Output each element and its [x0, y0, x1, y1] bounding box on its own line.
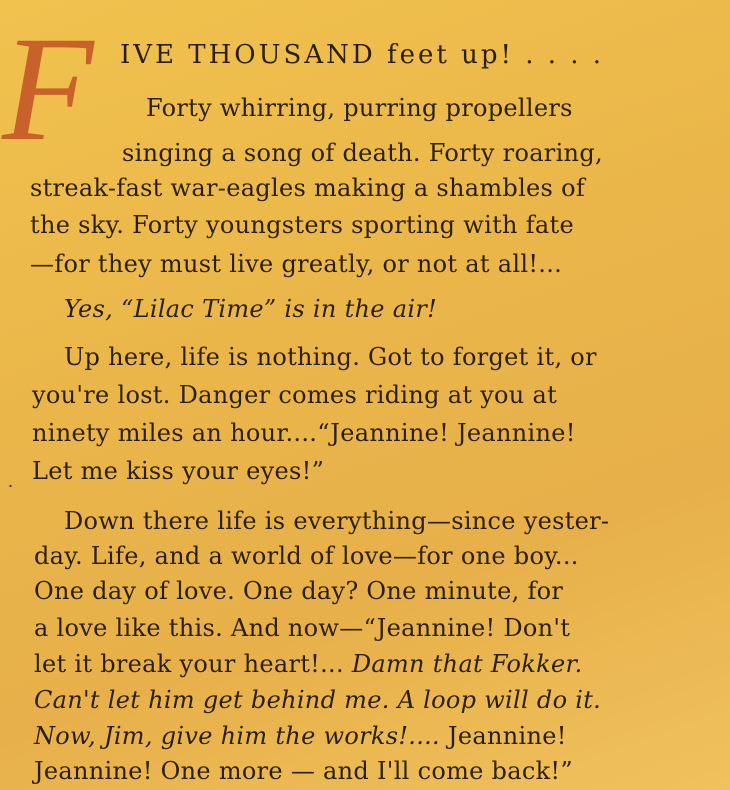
paragraph-4-line-7-roman: Jeannine! — [447, 722, 567, 750]
paragraph-2: Yes, “Lilac Time” is in the air! — [64, 295, 438, 323]
paragraph-4-line-7 — [34, 722, 567, 750]
paragraph-3-line-3: ninety miles an hour....“Jeannine! Jeannine! — [32, 419, 576, 447]
drop-cap: F — [2, 6, 94, 172]
paragraph-4-line-4: a love like this. And now—“Jeannine! Don't — [34, 614, 571, 642]
paragraph-1-line-1: IVE THOUSAND feet up! . . . . — [120, 40, 605, 70]
paragraph-4-line-5-italic: Damn that Fokker. — [351, 650, 583, 678]
paragraph-4-line-1: Down there life is everything—since yester- — [64, 507, 610, 535]
paragraph-1-line-6: —for they must live greatly, or not at all!... — [30, 250, 563, 278]
paragraph-3-line-2: you're lost. Danger comes riding at you at — [32, 381, 558, 409]
paragraph-3-line-1: Up here, life is nothing. Got to forget it, or — [64, 343, 597, 371]
paragraph-1-line-3: singing a song of death. Forty roaring, — [122, 139, 603, 167]
paragraph-4-line-6: Can't let him get behind me. A loop will do it. — [34, 686, 602, 714]
paragraph-4-line-8: Jeannine! One more — and I'll come back!” — [34, 757, 573, 785]
paragraph-4-line-5 — [34, 650, 583, 678]
paragraph-4-line-2: day. Life, and a world of love—for one boy... — [34, 542, 579, 570]
paragraph-4-line-3: One day of love. One day? One minute, for — [34, 577, 564, 605]
paragraph-1-line-2: Forty whirring, purring propellers — [146, 94, 573, 122]
paragraph-1-line-4: streak-fast war-eagles making a shambles of — [30, 174, 586, 202]
paragraph-4-line-5-roman: let it break your heart!... — [34, 650, 344, 678]
paragraph-1-line-5: the sky. Forty youngsters sporting with fate — [30, 211, 574, 239]
paragraph-3-line-4: Let me kiss your eyes!” — [32, 457, 325, 485]
paragraph-4-line-7-italic: Now, Jim, give him the works!.... — [34, 722, 440, 750]
margin-dot: . — [8, 472, 14, 491]
